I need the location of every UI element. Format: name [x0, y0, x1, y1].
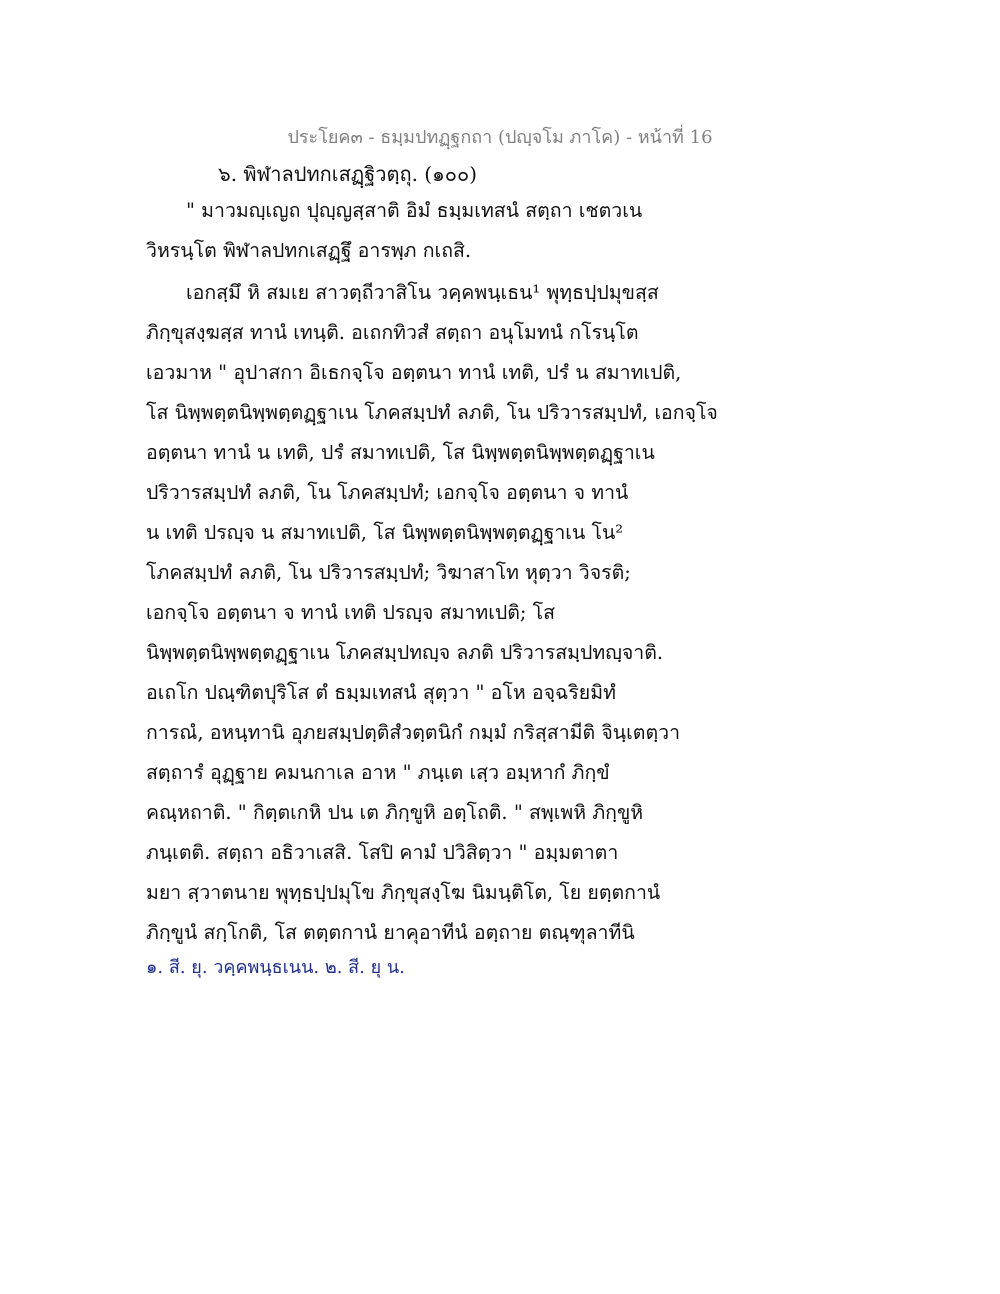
text-line: เอกสฺมึ หิ สมเย สาวตฺถีวาสิโน วคฺคพนฺเธน¹ พุทฺธปฺปมุขสฺส: [186, 281, 659, 304]
text-line: ภิกฺขูนํ สกฺโกติ, โส ตตฺตกานํ ยาคุอาทีนํ อตฺถาย ตณฺฑุลาทีนิ: [146, 921, 635, 944]
text-line: อตฺตนา ทานํ น เทติ, ปรํ สมาทเปติ, โส นิพฺพตฺตนิพฺพตฺตฏฺฐาเน: [146, 441, 655, 464]
text-line: วิหรนฺโต พิฬาลปทกเสฏฺฐึ อารพฺภ กเถสิ.: [146, 239, 472, 262]
text-line: การณํ, อหนฺทานิ อุภยสมฺปตฺติสํวตฺตนิกํ กมฺมํ กริสฺสามีติ จินฺเตตฺวา: [146, 721, 681, 744]
page-header: [0, 122, 1000, 151]
text-line: ปริวารสมฺปทํ ลภติ, โน โภคสมฺปทํ; เอกจฺโจ อตฺตนา จ ทานํ: [146, 481, 629, 504]
text-line: อเถโก ปณฺฑิตปุริโส ตํ ธมฺมเทสนํ สุตฺวา " อโห อจฺฉริยมิทํ: [146, 681, 616, 704]
footnote: ๑. สี. ยุ. วคฺคพนฺธเนน. ๒. สี. ยุ น.: [146, 957, 405, 978]
text-line: โส นิพฺพตฺตนิพฺพตฺตฏฺฐาเน โภคสมฺปทํ ลภติ, โน ปริวารสมฺปทํ, เอกจฺโจ: [146, 401, 718, 424]
text-line: โภคสมฺปทํ ลภติ, โน ปริวารสมฺปทํ; วิฆาสาโท หุตฺวา วิจรติ;: [146, 561, 631, 584]
text-line: เอวมาห " อุปาสกา อิเธกจฺโจ อตฺตนา ทานํ เทติ, ปรํ น สมาทเปติ,: [146, 361, 682, 384]
text-line: น เทติ ปรญฺจ น สมาทเปติ, โส นิพฺพตฺตนิพฺพตฺตฏฺฐาเน โน²: [146, 521, 624, 544]
text-line: คณฺหถาติ. " กิตฺตเกหิ ปน เต ภิกฺขูหิ อตฺโถติ. " สพฺเพหิ ภิกฺขูหิ: [146, 801, 644, 824]
text-line: เอกจฺโจ อตฺตนา จ ทานํ เทติ ปรญฺจ สมาทเปติ; โส: [146, 601, 556, 624]
text-line: นิพฺพตฺตนิพฺพตฺตฏฺฐาเน โภคสมฺปทญฺจ ลภติ ปริวารสมฺปทญฺจาติ.: [146, 641, 664, 664]
text-line: สตฺถารํ อุฏฺฐาย คมนกาเล อาห " ภนฺเต เสฺว อมฺหากํ ภิกฺขํ: [146, 761, 610, 784]
text-line: ภนฺเตติ. สตฺถา อธิวาเสสิ. โสปิ คามํ ปวิสิตฺวา " อมฺมตาตา: [146, 841, 619, 864]
page-header-text: ประโยค๓ - ธมฺมปทฏฺฐกถา (ปญฺจโม ภาโค) - หน้าที่ 16: [287, 127, 713, 148]
text-line: ภิกฺขุสงฺฆสฺส ทานํ เทนฺติ. อเถกทิวสํ สตฺถา อนุโมทนํ กโรนฺโต: [146, 321, 639, 344]
section-title: ๖. พิฬาลปทกเสฏฺฐิวตฺถุ. (๑๐๐): [218, 162, 478, 186]
text-line: " มาวมญฺเญถ ปุญฺญสฺสาติ อิมํ ธมฺมเทสนํ สตฺถา เชตวเน: [186, 199, 643, 222]
text-line: มยา สฺวาตนาย พุทฺธปฺปมุโข ภิกฺขุสงฺโฆ นิมนฺติโต, โย ยตฺตกานํ: [146, 881, 661, 904]
